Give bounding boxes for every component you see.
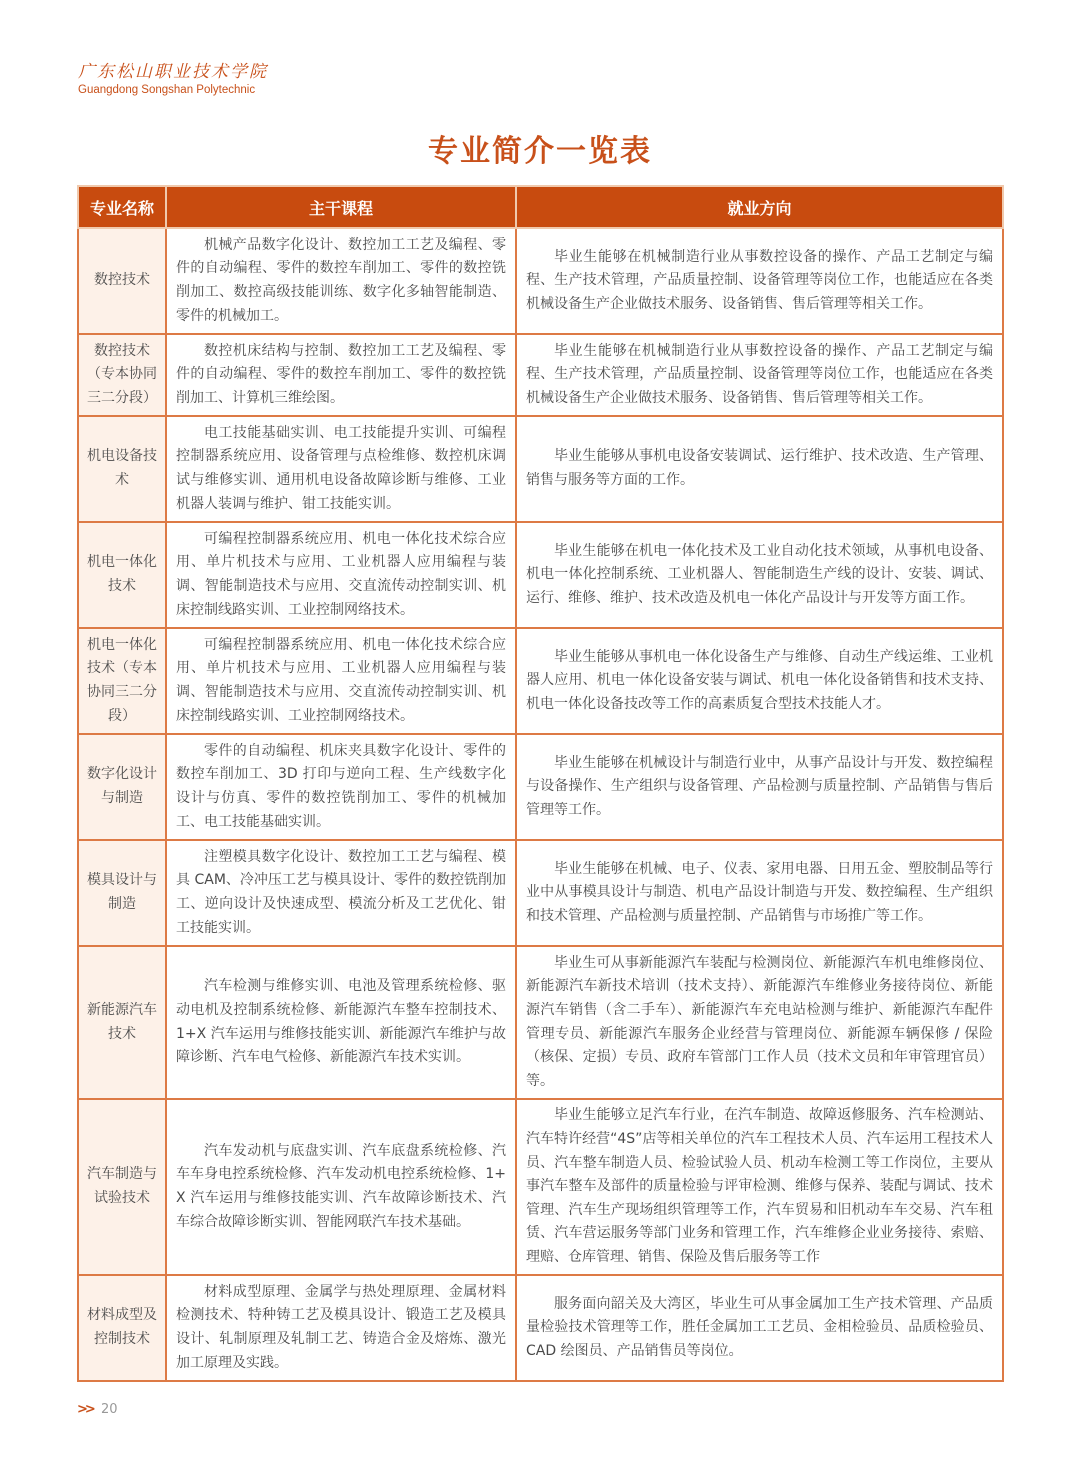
courses-cell: 注塑模具数字化设计、数控加工工艺与编程、模具 CAM、冷冲压工艺与模具设计、零件的数控铣削加工、逆向设计及快速成型、模流分析及工艺优化、钳工技能实训。 bbox=[166, 840, 516, 946]
major-name-cell: 模具设计与制造 bbox=[78, 840, 166, 946]
jobs-cell: 毕业生能够在机械制造行业从事数控设备的操作、产品工艺制定与编程、生产技术管理，产品质量控制、设备管理等岗位工作，也能适应在各类机械设备生产企业做技术服务、设备销售、售后管理等相关工作。 bbox=[516, 334, 1003, 416]
major-name-cell: 机电设备技术 bbox=[78, 416, 166, 522]
major-name-cell: 数控技术 bbox=[78, 228, 166, 334]
column-header-name: 专业名称 bbox=[78, 186, 166, 228]
column-header-jobs: 就业方向 bbox=[516, 186, 1003, 228]
major-name-cell: 数控技术（专本协同三二分段） bbox=[78, 334, 166, 416]
jobs-cell: 毕业生可从事新能源汽车装配与检测岗位、新能源汽车机电维修岗位、新能源汽车新技术培训（技术支持）、新能源汽车维修业务接待岗位、新能源汽车销售（含二手车）、新能源汽车充电站检测与维护、新能源汽车配件管理专员、新能源汽车服务企业经营与管理岗位、新能源车辆保修 / 保险（核保、定损）专员、政府车管部门工作人员（技术文员和年审管理官员）等。 bbox=[516, 946, 1003, 1099]
majors-table bbox=[77, 185, 1004, 1382]
major-name-cell: 汽车制造与试验技术 bbox=[78, 1099, 166, 1275]
logo-english-name: Guangdong Songshan Polytechnic bbox=[78, 84, 256, 96]
page-footer bbox=[77, 1402, 117, 1417]
major-name-cell: 机电一体化技术 bbox=[78, 522, 166, 628]
table-row bbox=[78, 228, 1003, 334]
courses-cell: 零件的自动编程、机床夹具数字化设计、零件的数控车削加工、3D 打印与逆向工程、生产线数字化设计与仿真、零件的数控铣削加工、零件的机械加工、电工技能基础实训。 bbox=[166, 734, 516, 840]
table-row bbox=[78, 1275, 1003, 1381]
table-row bbox=[78, 628, 1003, 734]
jobs-cell: 毕业生能够在机电一体化技术及工业自动化技术领域，从事机电设备、机电一体化控制系统、工业机器人、智能制造生产线的设计、安装、调试、运行、维修、维护、技术改造及机电一体化产品设计与开发等方面工作。 bbox=[516, 522, 1003, 628]
table-row bbox=[78, 1099, 1003, 1275]
table-row bbox=[78, 522, 1003, 628]
major-name-cell: 新能源汽车技术 bbox=[78, 946, 166, 1099]
major-name-cell: 数字化设计与制造 bbox=[78, 734, 166, 840]
page-number: 20 bbox=[100, 1402, 118, 1417]
double-chevron-icon: >> bbox=[77, 1402, 93, 1417]
jobs-cell: 毕业生能够从事机电设备安装调试、运行维护、技术改造、生产管理、销售与服务等方面的工作。 bbox=[516, 416, 1003, 522]
courses-cell: 可编程控制器系统应用、机电一体化技术综合应用、单片机技术与应用、工业机器人应用编程与装调、智能制造技术与应用、交直流传动控制实训、机床控制线路实训、工业控制网络技术。 bbox=[166, 522, 516, 628]
table-row bbox=[78, 334, 1003, 416]
table-row bbox=[78, 734, 1003, 840]
jobs-cell: 毕业生能够从事机电一体化设备生产与维修、自动生产线运维、工业机器人应用、机电一体化设备安装与调试、机电一体化设备销售和技术支持、机电一体化设备技改等工作的高素质复合型技术技能人才。 bbox=[516, 628, 1003, 734]
school-logo bbox=[78, 57, 268, 96]
page-title: 专业简介一览表 bbox=[428, 134, 652, 169]
courses-cell: 机械产品数字化设计、数控加工工艺及编程、零件的自动编程、零件的数控车削加工、零件的数控铣削加工、数控高级技能训练、数字化多轴智能制造、零件的机械加工。 bbox=[166, 228, 516, 334]
jobs-cell: 毕业生能够在机械设计与制造行业中，从事产品设计与开发、数控编程与设备操作、生产组织与设备管理、产品检测与质量控制、产品销售与售后管理等工作。 bbox=[516, 734, 1003, 840]
jobs-cell: 毕业生能够在机械、电子、仪表、家用电器、日用五金、塑胶制品等行业中从事模具设计与制造、机电产品设计制造与开发、数控编程、生产组织和技术管理、产品检测与质量控制、产品销售与市场推广等工作。 bbox=[516, 840, 1003, 946]
table-row bbox=[78, 840, 1003, 946]
major-name-cell: 机电一体化技术（专本协同三二分段） bbox=[78, 628, 166, 734]
jobs-cell: 服务面向韶关及大湾区，毕业生可从事金属加工生产技术管理、产品质量检验技术管理等工作，胜任金属加工工艺员、金相检验员、品质检验员、CAD 绘图员、产品销售员等岗位。 bbox=[516, 1275, 1003, 1381]
jobs-cell: 毕业生能够在机械制造行业从事数控设备的操作、产品工艺制定与编程、生产技术管理，产品质量控制、设备管理等岗位工作，也能适应在各类机械设备生产企业做技术服务、设备销售、售后管理等相关工作。 bbox=[516, 228, 1003, 334]
courses-cell: 可编程控制器系统应用、机电一体化技术综合应用、单片机技术与应用、工业机器人应用编程与装调、智能制造技术与应用、交直流传动控制实训、机床控制线路实训、工业控制网络技术。 bbox=[166, 628, 516, 734]
courses-cell: 汽车发动机与底盘实训、汽车底盘系统检修、汽车车身电控系统检修、汽车发动机电控系统检修、1+ X 汽车运用与维修技能实训、汽车故障诊断技术、汽车综合故障诊断实训、智能网联汽车技术基础。 bbox=[166, 1099, 516, 1275]
table-row bbox=[78, 946, 1003, 1099]
courses-cell: 电工技能基础实训、电工技能提升实训、可编程控制器系统应用、设备管理与点检维修、数控机床调试与维修实训、通用机电设备故障诊断与维修、工业机器人装调与维护、钳工技能实训。 bbox=[166, 416, 516, 522]
courses-cell: 汽车检测与维修实训、电池及管理系统检修、驱动电机及控制系统检修、新能源汽车整车控制技术、1+X 汽车运用与维修技能实训、新能源汽车维护与故障诊断、汽车电气检修、新能源汽车技术实训。 bbox=[166, 946, 516, 1099]
column-header-courses: 主干课程 bbox=[166, 186, 516, 228]
table-row bbox=[78, 416, 1003, 522]
courses-cell: 数控机床结构与控制、数控加工工艺及编程、零件的自动编程、零件的数控车削加工、零件的数控铣削加工、计算机三维绘图。 bbox=[166, 334, 516, 416]
jobs-cell: 毕业生能够立足汽车行业，在汽车制造、故障返修服务、汽车检测站、汽车特许经营“4S”店等相关单位的汽车工程技术人员、汽车运用工程技术人员、汽车整车制造人员、检验试验人员、机动车检测工等工作岗位，主要从事汽车整车及部件的质量检验与评审检测、维修与保养、装配与调试、技术管理、汽车生产现场组织管理等工作，汽车贸易和旧机动车车交易、汽车租赁、汽车营运服务等部门业务和管理工作，汽车维修企业业务接待、索赔、理赔、仓库管理、销售、保险及售后服务等工作 bbox=[516, 1099, 1003, 1275]
logo-chinese-name: 广东松山职业技术学院 bbox=[78, 62, 268, 82]
table-header-row bbox=[78, 186, 1003, 228]
courses-cell: 材料成型原理、金属学与热处理原理、金属材料检测技术、特种铸工艺及模具设计、锻造工艺及模具设计、轧制原理及轧制工艺、铸造合金及熔炼、激光加工原理及实践。 bbox=[166, 1275, 516, 1381]
major-name-cell: 材料成型及控制技术 bbox=[78, 1275, 166, 1381]
